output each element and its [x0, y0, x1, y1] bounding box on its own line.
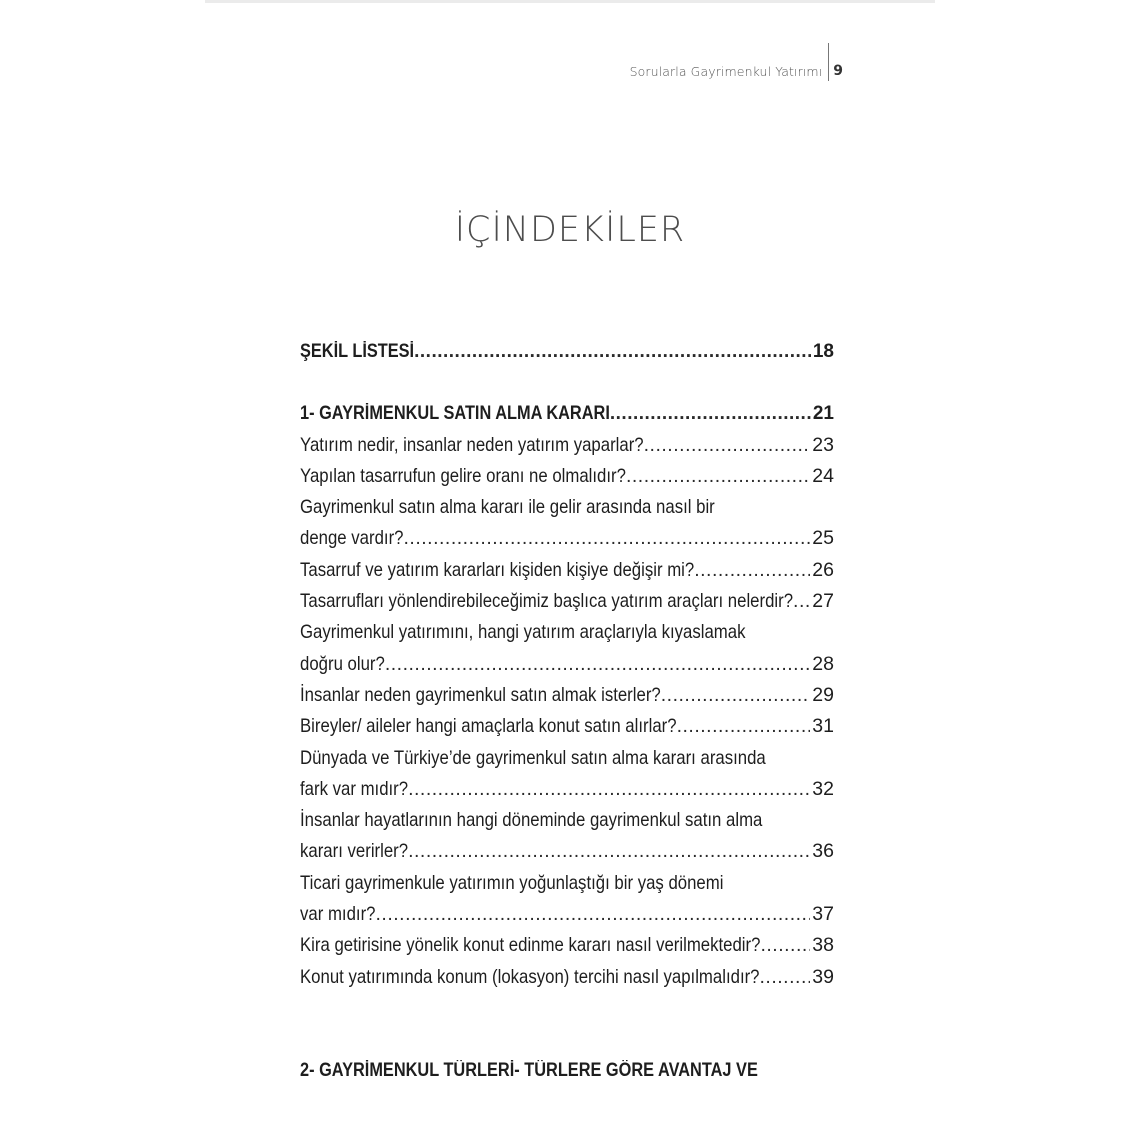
toc-entry[interactable] [300, 836, 834, 867]
toc-entry-page: 24 [812, 464, 834, 487]
toc-entry-first-line[interactable] [300, 868, 834, 899]
toc-entry-page: 39 [812, 965, 834, 988]
dot-leader [644, 430, 811, 461]
toc-entry-label: fark var mıdır? [300, 777, 409, 800]
dot-leader [760, 962, 811, 993]
toc-entry-label-line1: İnsanlar hayatlarının hangi döneminde gayrimenkul satın alma [300, 809, 763, 832]
table-of-contents [300, 336, 834, 1086]
toc-entry-label: kararı verirler? [300, 840, 409, 863]
toc-entry[interactable] [300, 899, 834, 930]
toc-entry[interactable] [300, 555, 834, 586]
toc-entry-label: doğru olur? [300, 652, 385, 675]
toc-entry-label: ŞEKİL LİSTESİ [300, 341, 415, 362]
dot-leader [403, 523, 810, 554]
dot-leader [760, 930, 810, 961]
toc-entry[interactable] [300, 711, 834, 742]
toc-entry-page: 21 [812, 403, 834, 425]
toc-entry-page: 23 [812, 433, 834, 456]
toc-entry-label: Konut yatırımında konum (lokasyon) tercihi nasıl yapılmalıdır? [300, 965, 760, 988]
toc-chapter-1-items [300, 430, 834, 993]
toc-entry[interactable] [300, 461, 834, 492]
toc-entry-label: denge vardır? [300, 527, 404, 550]
toc-entry-first-line[interactable] [300, 617, 834, 648]
toc-entry-page: 27 [812, 590, 834, 613]
page-title: İÇİNDEKİLER [454, 210, 686, 250]
toc-entry-page: 25 [812, 527, 834, 550]
toc-entry-label: 2- GAYRİMENKUL TÜRLERİ- TÜRLERE GÖRE AVANTAJ VE [300, 1059, 758, 1081]
toc-entry-label: Yatırım nedir, insanlar neden yatırım yaparlar? [300, 433, 644, 456]
dot-leader [661, 680, 811, 711]
toc-entry-page: 38 [812, 934, 834, 957]
toc-entry[interactable] [300, 523, 834, 554]
toc-entry-label-line1: Gayrimenkul yatırımını, hangi yatırım araçlarıyla kıyaslamak [300, 621, 746, 644]
dot-leader [414, 336, 811, 367]
toc-entry-label: Tasarrufları yönlendirebileceğimiz başlıca yatırım araçları nelerdir? [300, 590, 794, 613]
toc-entry[interactable] [300, 962, 834, 993]
dot-leader [375, 899, 810, 930]
running-header-title: Sorularla Gayrimenkul Yatırımı [629, 63, 823, 79]
toc-entry-label-line1: Ticari gayrimenkule yatırımın yoğunlaştığı bir yaş dönemi [300, 871, 724, 894]
toc-entry[interactable] [300, 430, 834, 461]
dot-leader [677, 711, 811, 742]
toc-entry-page: 26 [812, 558, 834, 581]
dot-leader [694, 555, 810, 586]
toc-entry[interactable] [300, 930, 834, 961]
toc-entry-first-line[interactable] [300, 743, 834, 774]
toc-entry[interactable] [300, 680, 834, 711]
toc-entry-label: Tasarruf ve yatırım kararları kişiden kişiye değişir mi? [300, 558, 695, 581]
toc-entry-label: var mıdır? [300, 903, 376, 926]
toc-entry[interactable] [300, 774, 834, 805]
toc-chapter-2[interactable] [300, 1055, 834, 1086]
dot-leader [610, 398, 811, 429]
dot-leader [385, 649, 810, 680]
toc-entry-label: İnsanlar neden gayrimenkul satın almak isterler? [300, 683, 661, 706]
toc-chapter-1[interactable] [300, 398, 834, 429]
toc-entry-page: 36 [812, 840, 834, 863]
toc-entry[interactable] [300, 649, 834, 680]
page-number: 9 [833, 63, 843, 79]
toc-entry-label-line1: Dünyada ve Türkiye’de gayrimenkul satın alma kararı arasında [300, 746, 766, 769]
toc-entry-first-line[interactable] [300, 805, 834, 836]
running-header [630, 50, 843, 88]
dot-leader [626, 461, 810, 492]
toc-entry-page: 29 [812, 683, 834, 706]
dot-leader [408, 774, 810, 805]
toc-entry-label: Bireyler/ aileler hangi amaçlarla konut satın alırlar? [300, 715, 677, 738]
toc-entry-label: Kira getirisine yönelik konut edinme kararı nasıl verilmektedir? [300, 934, 761, 957]
toc-entry-label: Yapılan tasarrufun gelire oranı ne olmalıdır? [300, 464, 626, 487]
toc-entry-label: 1- GAYRİMENKUL SATIN ALMA KARARI [300, 403, 610, 425]
toc-entry-page: 32 [812, 777, 834, 800]
dot-leader [408, 836, 810, 867]
dot-leader [793, 586, 810, 617]
top-edge-rule [205, 0, 935, 3]
toc-entry-page: 37 [812, 903, 834, 926]
toc-entry-figures[interactable] [300, 336, 834, 367]
toc-entry-first-line[interactable] [300, 492, 834, 523]
toc-entry-page: 31 [812, 715, 834, 738]
toc-entry-page: 28 [812, 652, 834, 675]
toc-entry-page: 18 [812, 341, 834, 362]
toc-entry-label-line1: Gayrimenkul satın alma kararı ile gelir arasında nasıl bir [300, 496, 715, 519]
toc-entry[interactable] [300, 586, 834, 617]
